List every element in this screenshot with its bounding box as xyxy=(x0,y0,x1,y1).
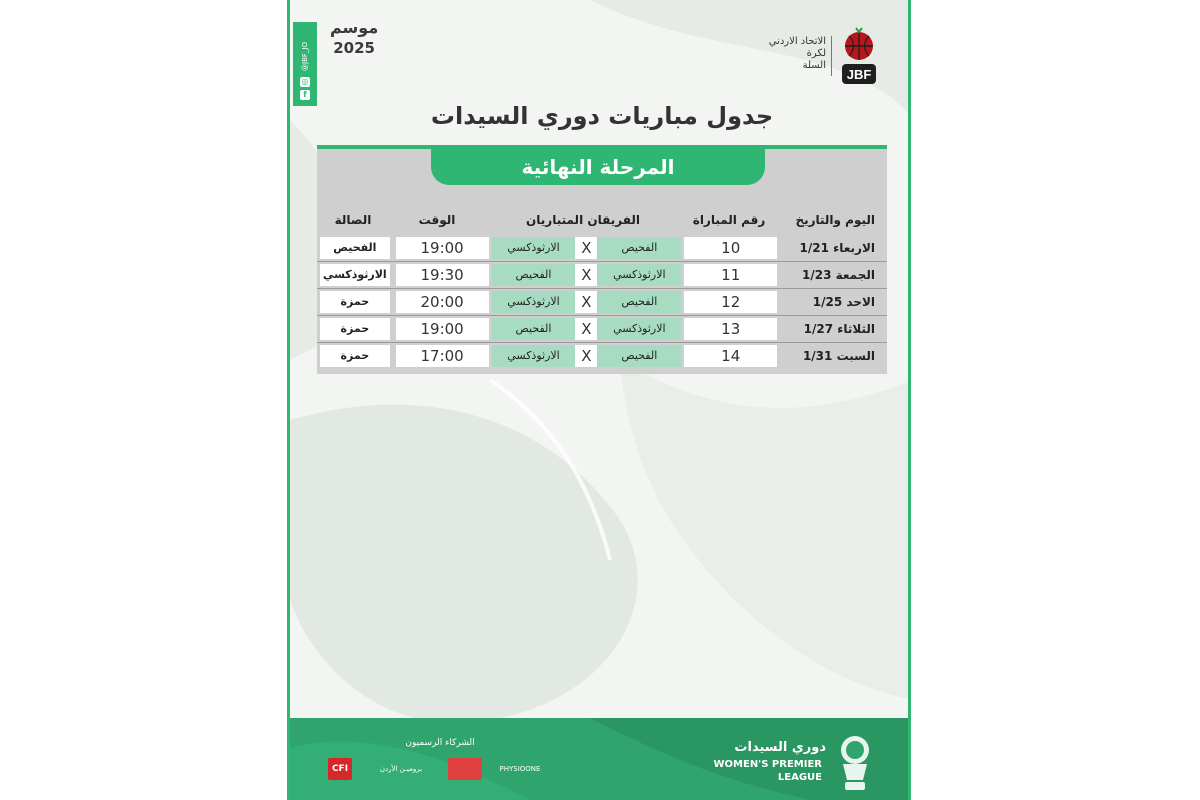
cell-teams xyxy=(492,343,682,369)
away-team: الفحيص xyxy=(492,264,576,286)
federation-line1: الاتحاد الاردني xyxy=(768,36,826,47)
vs-mark: X xyxy=(575,291,597,313)
cell-hall: حمزة xyxy=(320,291,390,313)
cell-match-number: 10 xyxy=(684,237,777,259)
social-strip xyxy=(293,22,317,106)
league-name-english xyxy=(690,758,822,784)
away-team: الارثوذكسي xyxy=(492,237,576,259)
header-date: اليوم والتاريخ xyxy=(795,213,875,227)
home-team: الفحيص xyxy=(597,345,681,367)
home-team: الارثوذكسي xyxy=(597,264,681,286)
stage-ribbon: المرحلة النهائية xyxy=(431,149,765,185)
cell-hall: الارثوذكسي xyxy=(320,264,390,286)
table-row xyxy=(317,316,887,343)
logo-divider xyxy=(831,36,832,76)
jbf-abbr: JBF xyxy=(846,67,872,82)
cell-time: 19:00 xyxy=(396,318,489,340)
home-team: الفحيص xyxy=(597,291,681,313)
season-word: موسم xyxy=(330,18,379,37)
away-team: الفحيص xyxy=(492,318,576,340)
cell-match-number: 13 xyxy=(684,318,777,340)
page-title: جدول مباريات دوري السيدات xyxy=(430,102,774,130)
sponsor-red-logo xyxy=(448,758,482,780)
cell-match-number: 14 xyxy=(684,345,777,367)
sponsor-jordan-bromine-logo: بروميـن الأردن xyxy=(379,765,423,773)
header-hall: الصالة xyxy=(334,213,372,227)
vs-mark: X xyxy=(575,264,597,286)
federation-name xyxy=(754,36,826,72)
cell-date: الثلاثاء 1/27 xyxy=(803,322,875,336)
cell-hall: الفحيص xyxy=(320,237,390,259)
federation-line3: السلة xyxy=(802,60,826,71)
table-row xyxy=(317,235,887,262)
cell-teams xyxy=(492,262,682,288)
league-name-en-line2: LEAGUE xyxy=(777,772,822,783)
cell-teams xyxy=(492,235,682,261)
sponsor-cfi-logo: CFI xyxy=(328,758,352,780)
home-team: الارثوذكسي xyxy=(597,318,681,340)
cell-date: الجمعة 1/23 xyxy=(802,268,875,282)
table-row xyxy=(317,343,887,369)
cell-match-number: 11 xyxy=(684,264,777,286)
cell-time: 17:00 xyxy=(396,345,489,367)
cell-time: 20:00 xyxy=(396,291,489,313)
vs-mark: X xyxy=(575,318,597,340)
cell-teams xyxy=(492,316,682,342)
header-time: الوقت xyxy=(418,213,456,227)
league-name-arabic: دوري السيدات xyxy=(734,740,826,755)
schedule-table xyxy=(317,145,887,374)
cell-date: الاحد 1/25 xyxy=(812,295,875,309)
league-name-en-line1: WOMEN'S PREMIER xyxy=(713,759,822,770)
vs-mark: X xyxy=(575,345,597,367)
table-row xyxy=(317,262,887,289)
home-team: الفحيص xyxy=(597,237,681,259)
sponsor-physioone-logo: PHYSIOONE xyxy=(499,765,541,773)
season-year: 2025 xyxy=(333,39,375,57)
cell-time: 19:30 xyxy=(396,264,489,286)
league-trophy-icon xyxy=(835,728,875,796)
footer-bar xyxy=(290,718,911,800)
header-teams: الفريقان المتباريان xyxy=(526,213,640,227)
cell-teams xyxy=(492,289,682,315)
cell-match-number: 12 xyxy=(684,291,777,313)
federation-line2: لكرة xyxy=(806,48,826,59)
season-label xyxy=(330,18,378,58)
away-team: الارثوذكسي xyxy=(492,345,576,367)
cell-hall: حمزة xyxy=(320,318,390,340)
facebook-icon[interactable]: f xyxy=(300,90,310,100)
sponsors-title: الشركاء الرسميون xyxy=(405,738,475,748)
cell-time: 19:00 xyxy=(396,237,489,259)
header-match-number: رقم المباراة xyxy=(692,213,766,227)
instagram-icon[interactable]: ◎ xyxy=(301,77,309,86)
cell-date: السبت 1/31 xyxy=(802,349,875,363)
cell-date: الاربعاء 1/21 xyxy=(799,241,875,255)
away-team: الارثوذكسي xyxy=(492,291,576,313)
cell-hall: حمزة xyxy=(320,345,390,367)
table-row xyxy=(317,289,887,316)
jbf-logo-icon xyxy=(838,26,880,88)
social-handle: @JBF_JO xyxy=(301,42,309,71)
vs-mark: X xyxy=(575,237,597,259)
schedule-poster xyxy=(287,0,911,800)
